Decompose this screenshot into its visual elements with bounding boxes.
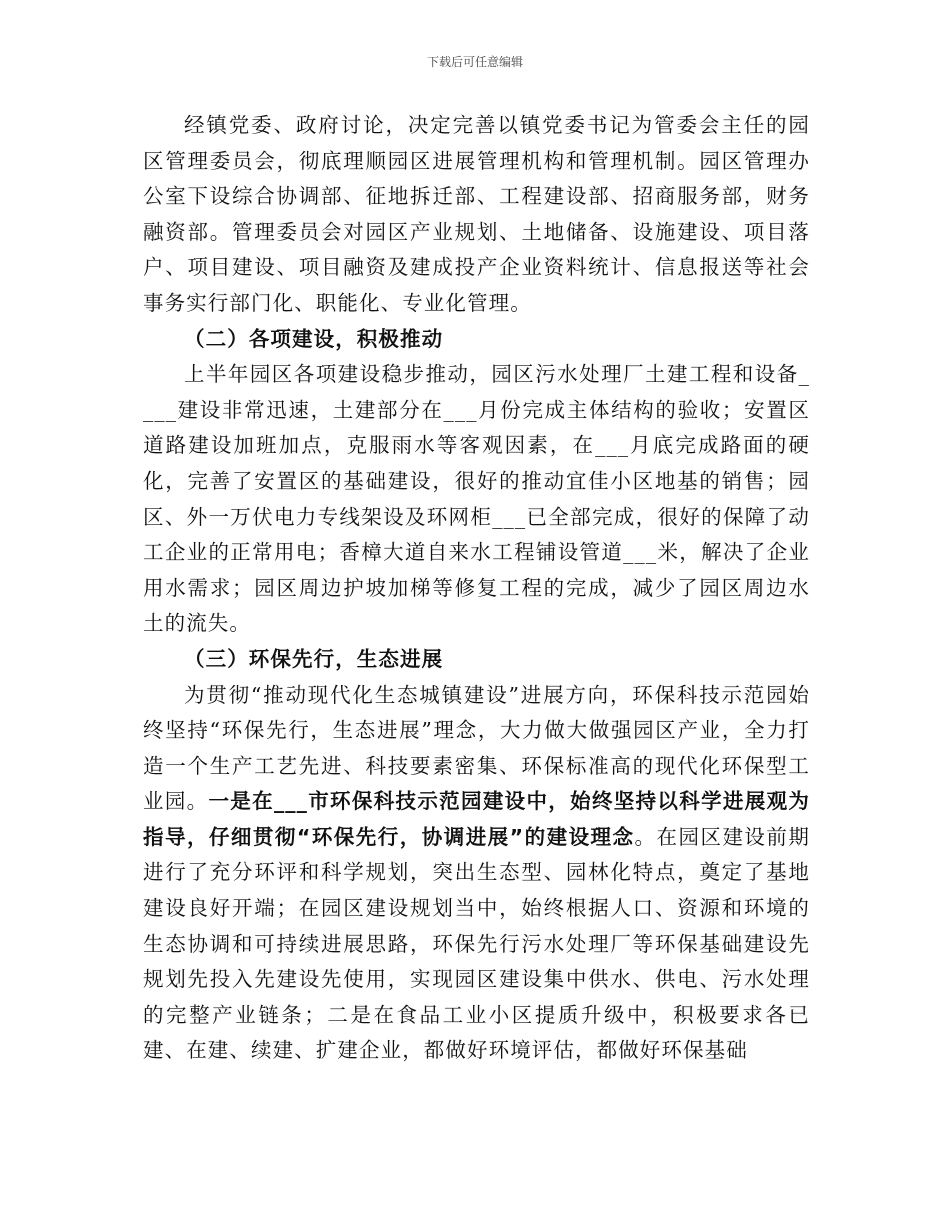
document-body: [143, 108, 810, 1069]
paragraph-environment-intro: 为贯彻“推动现代化生态城镇建设”进展方向，环保科技示范园始终坚持“环保先行，生态进展”理念，大力做大做强园区产业，全力打造一个生产工艺先进、科技要素密集、环保标准高的现代化环保型工业园。: [143, 682, 810, 814]
paragraph-environment-rest: 。在园区建设前期进行了充分环评和科学规划，突出生态型、园林化特点，奠定了基地建设良好开端；在园区建设规划当中，始终根据人口、资源和环境的生态协调和可持续进展思路，环保先行污水处理厂等环保基础建设先规划先投入先建设先使用，实现园区建设集中供水、供电、污水处理的完整产业链条；二是在食品工业小区提质升级中，积极要求各已建、在建、续建、扩建企业，都做好环境评估，都做好环保基础: [143, 824, 810, 1063]
section-heading-environment: （三）环保先行，生态进展: [184, 646, 444, 671]
page-header-note: 下载后可任意编辑: [426, 55, 523, 69]
paragraph-environment-bold-point: 一是在___市环保科技示范园建设中，始终坚持以科学进展观为指导，仔细贯彻“环保先行，协调进展”的建设理念: [143, 789, 810, 849]
paragraph-environment: [143, 678, 810, 1070]
paragraph-management-committee: 经镇党委、政府讨论，决定完善以镇党委书记为管委会主任的园区管理委员会，彻底理顺园区进展管理机构和管理机制。园区管理办公室下设综合协调部、征地拆迁部、工程建设部、招商服务部，财务融资部。管理委员会对园区产业规划、土地储备、设施建设、项目落户、项目建设、项目融资及建成投产企业资料统计、信息报送等社会事务实行部门化、职能化、专业化管理。: [143, 113, 810, 315]
section-heading-construction: （二）各项建设，积极推动: [184, 326, 444, 351]
paragraph-construction: 上半年园区各项建设稳步推动，园区污水处理厂土建工程和设备____建设非常迅速，土建部分在___月份完成主体结构的验收；安置区道路建设加班加点，克服雨水等客观因素，在___月底完成路面的硬化，完善了安置区的基础建设，很好的推动宜佳小区地基的销售；园区、外一万伏电力专线架设及环网柜___已全部完成，很好的保障了动工企业的正常用电；香樟大道自来水工程铺设管道___米，解决了企业用水需求；园区周边护坡加梯等修复工程的完成，减少了园区周边水土的流失。: [143, 362, 810, 636]
